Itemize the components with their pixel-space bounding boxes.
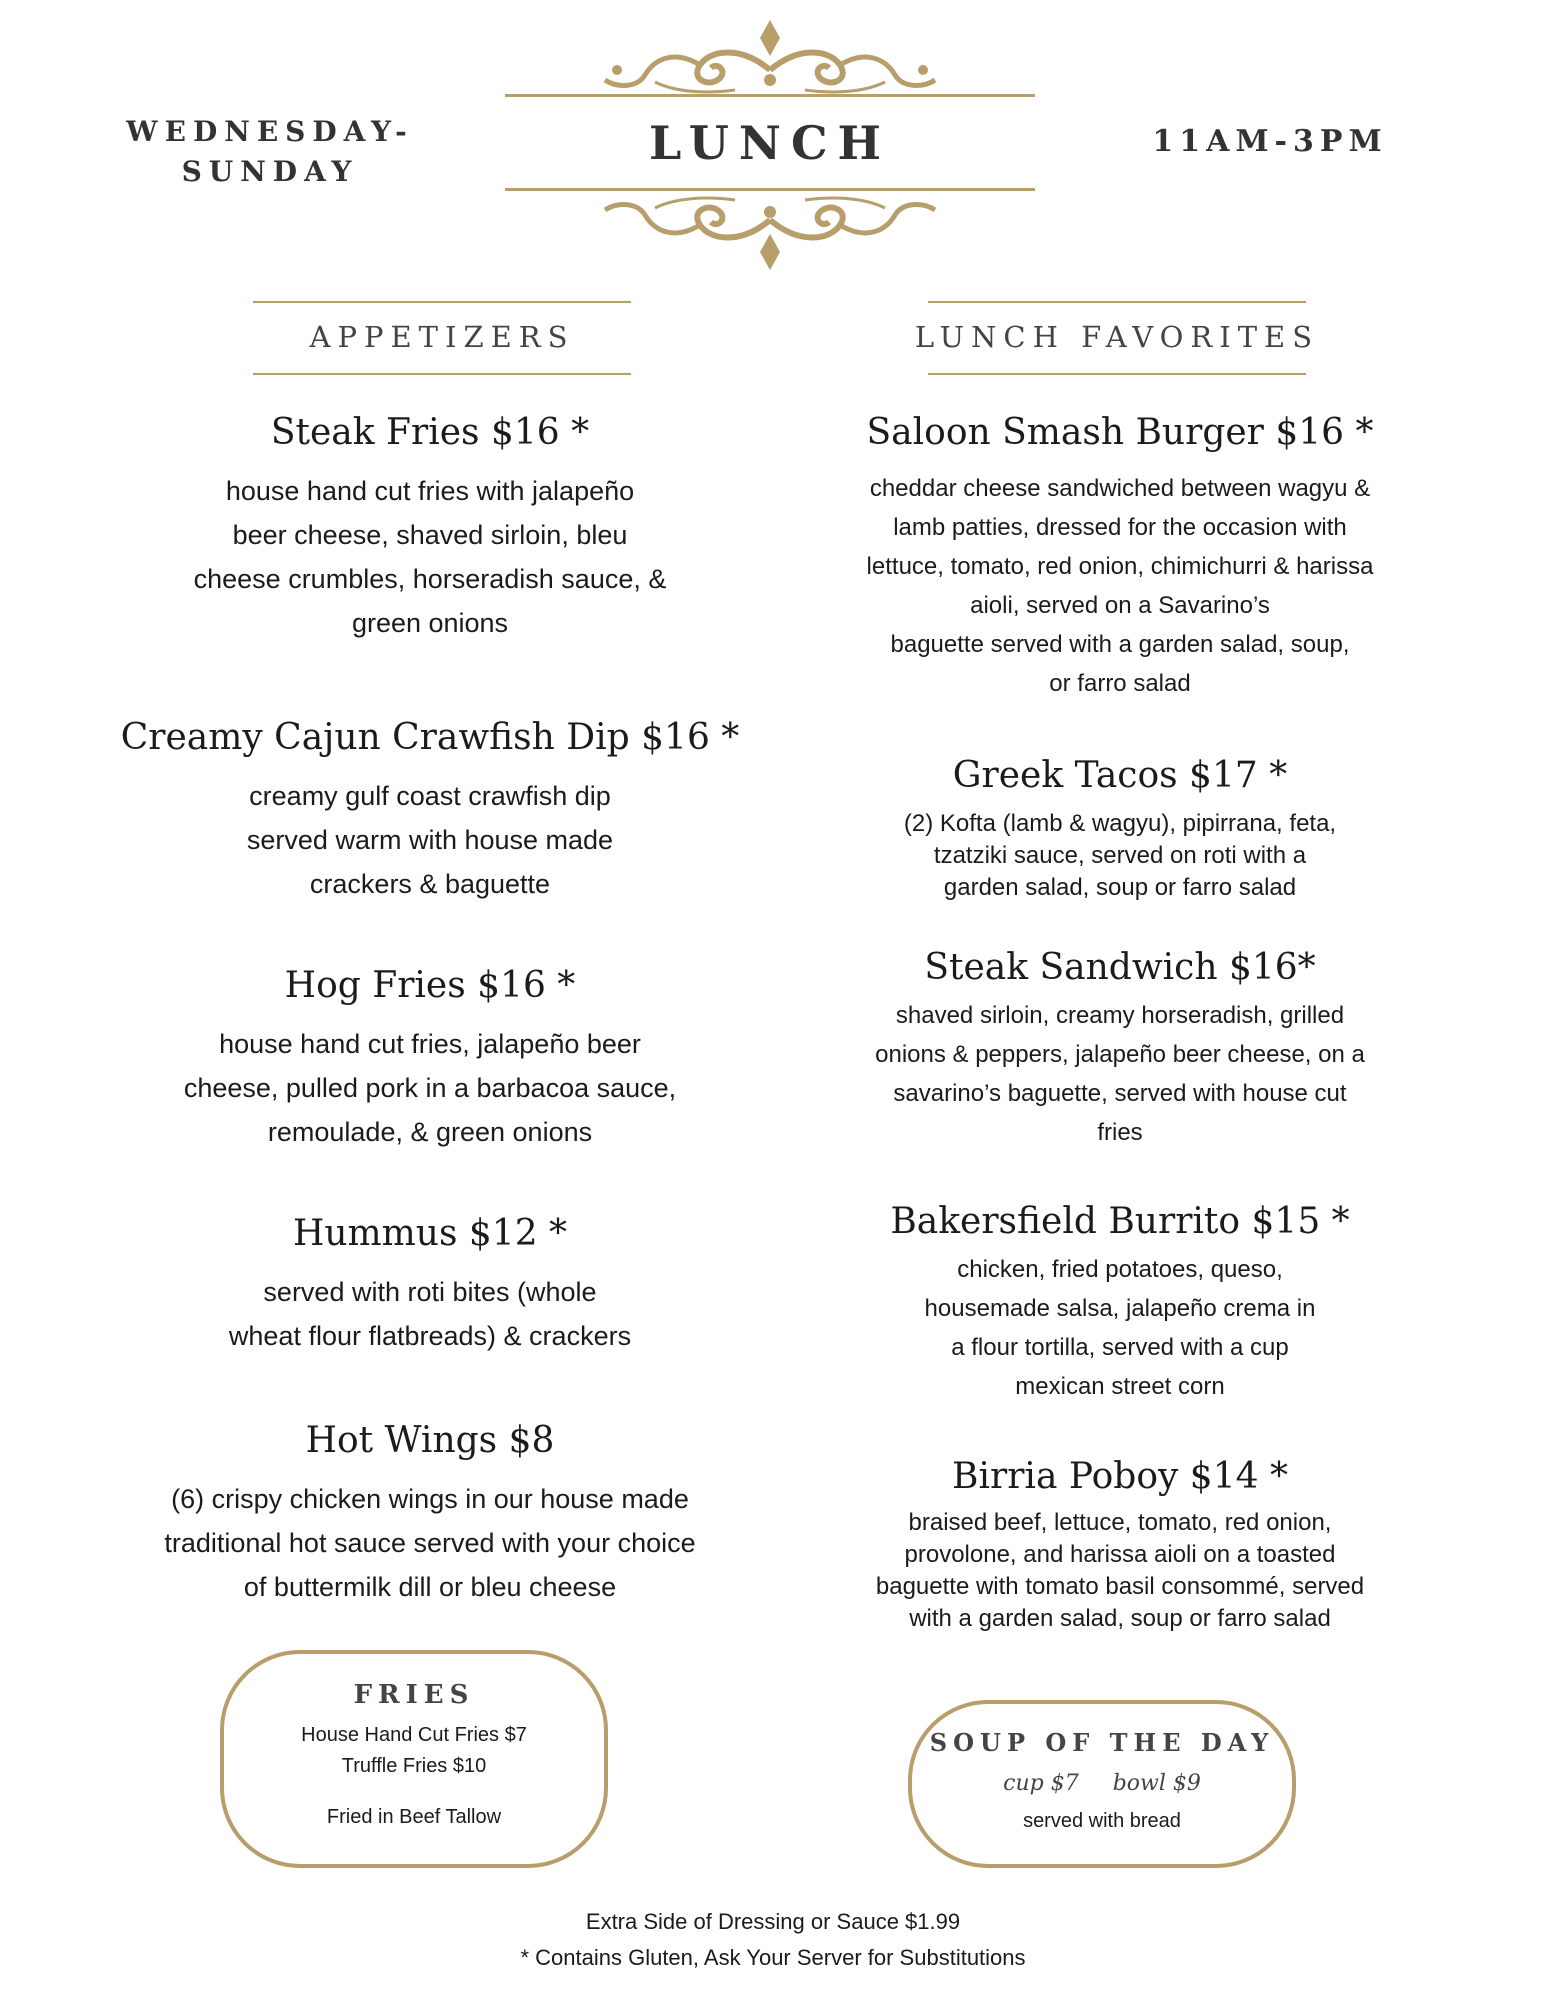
item-name: Creamy Cajun Crawfish Dip $16 * <box>120 717 740 758</box>
footer-line-dressing: Extra Side of Dressing or Sauce $1.99 <box>585 1909 961 1934</box>
item-desc-line: remoulade, & green onions <box>267 1117 593 1147</box>
item-desc-line: beer cheese, shaved sirloin, bleu <box>232 520 628 550</box>
item-desc-line: lettuce, tomato, red onion, chimichurri & harissa <box>866 553 1374 580</box>
menu-title: LUNCH <box>648 116 892 170</box>
item-desc-line: cheese, pulled pork in a barbacoa sauce, <box>183 1073 677 1103</box>
soup-cup-price: cup $7 <box>1003 1771 1079 1796</box>
item-desc-line: (6) crispy chicken wings in our house made <box>171 1484 689 1514</box>
item-desc-line: housemade salsa, jalapeño crema in <box>924 1295 1316 1322</box>
item-desc-line: baguette with tomato basil consommé, served <box>875 1573 1365 1600</box>
fries-box <box>220 1650 608 1868</box>
top-ornament-icon <box>505 10 1035 120</box>
item-desc-line: of buttermilk dill or bleu cheese <box>243 1572 617 1602</box>
menu-item-birria-poboy <box>810 1456 1430 1635</box>
footer-line-gluten: * Contains Gluten, Ask Your Server for Substitutions <box>520 1945 1026 1970</box>
menu-item-hog-fries <box>110 965 750 1154</box>
item-desc-line: provolone, and harissa aioli on a toasted <box>904 1541 1336 1568</box>
item-name: Birria Poboy $14 * <box>952 1456 1288 1497</box>
item-desc-line: with a garden salad, soup or farro salad <box>909 1605 1331 1632</box>
item-name: Greek Tacos $17 * <box>952 755 1288 796</box>
item-desc-line: or farro salad <box>1049 670 1191 697</box>
item-desc-line: savarino’s baguette, served with house cut <box>893 1080 1347 1107</box>
fries-line: Truffle Fries $10 <box>341 1755 487 1777</box>
days-line1: WEDNESDAY- <box>126 115 414 148</box>
menu-item-smash-burger <box>810 412 1430 703</box>
item-desc-line: fries <box>1097 1119 1143 1146</box>
item-desc-line: onions & peppers, jalapeño beer cheese, on a <box>875 1041 1365 1068</box>
soup-bowl-price: bowl $9 <box>1112 1771 1201 1796</box>
item-name: Steak Fries $16 * <box>270 412 590 453</box>
menu-item-hot-wings <box>110 1420 750 1609</box>
appetizers-bottom-rule <box>253 373 631 375</box>
item-desc-line: served warm with house made <box>246 825 614 855</box>
item-desc-line: baguette served with a garden salad, soup, <box>890 631 1350 658</box>
item-desc-line: tzatziki sauce, served on roti with a <box>933 842 1307 869</box>
menu-item-steak-sandwich <box>810 947 1430 1152</box>
fries-heading: FRIES <box>353 1680 475 1710</box>
favorites-heading: LUNCH FAVORITES <box>914 320 1320 354</box>
item-desc-line: garden salad, soup or farro salad <box>943 874 1297 901</box>
item-name: Hog Fries $16 * <box>284 965 576 1006</box>
item-desc-line: (2) Kofta (lamb & wagyu), pipirrana, feta, <box>903 810 1337 837</box>
menu-item-bakersfield-burrito <box>810 1201 1430 1406</box>
item-desc-line: house hand cut fries, jalapeño beer <box>219 1029 641 1059</box>
item-name: Hummus $12 * <box>292 1213 568 1254</box>
item-name: Steak Sandwich $16* <box>924 947 1316 988</box>
item-desc-line: chicken, fried potatoes, queso, <box>957 1256 1283 1283</box>
soup-note: served with bread <box>1023 1810 1181 1832</box>
item-desc-line: mexican street corn <box>1015 1373 1225 1400</box>
item-desc-line: a flour tortilla, served with a cup <box>951 1334 1289 1361</box>
item-desc-line: wheat flour flatbreads) & crackers <box>228 1321 632 1351</box>
footer <box>0 1904 1546 1976</box>
item-desc-line: cheddar cheese sandwiched between wagyu & <box>869 475 1371 502</box>
favorites-top-rule <box>928 301 1306 303</box>
menu-item-crawfish-dip <box>110 717 750 906</box>
menu-item-hummus <box>110 1213 750 1358</box>
item-desc-line: cheese crumbles, horseradish sauce, & <box>193 564 667 594</box>
item-name: Saloon Smash Burger $16 * <box>866 412 1374 453</box>
fries-line: House Hand Cut Fries $7 <box>301 1724 527 1746</box>
item-desc-line: crackers & baguette <box>309 869 551 899</box>
item-desc-line: green onions <box>351 608 509 638</box>
item-desc-line: shaved sirloin, creamy horseradish, grilled <box>895 1002 1345 1029</box>
item-desc-line: traditional hot sauce served with your choice <box>164 1528 696 1558</box>
item-name: Bakersfield Burrito $15 * <box>890 1201 1350 1242</box>
item-desc-line: braised beef, lettuce, tomato, red onion, <box>908 1509 1332 1536</box>
item-desc-line: house hand cut fries with jalapeño <box>225 476 635 506</box>
days-label <box>100 112 440 192</box>
item-desc-line: creamy gulf coast crawfish dip <box>249 781 611 811</box>
soup-heading: SOUP OF THE DAY <box>929 1728 1275 1757</box>
bottom-ornament-icon <box>505 180 1035 290</box>
item-desc-line: aioli, served on a Savarino’s <box>970 592 1270 619</box>
days-line2: SUNDAY <box>181 155 359 188</box>
soup-prices <box>912 1771 1292 1796</box>
fries-note: Fried in Beef Tallow <box>326 1806 502 1828</box>
soup-box <box>908 1700 1296 1868</box>
item-desc-line: served with roti bites (whole <box>263 1277 597 1307</box>
favorites-bottom-rule <box>928 373 1306 375</box>
item-desc-line: lamb patties, dressed for the occasion with <box>893 514 1347 541</box>
appetizers-top-rule <box>253 301 631 303</box>
menu-item-greek-tacos <box>810 755 1430 904</box>
appetizers-heading: APPETIZERS <box>309 320 575 354</box>
item-name: Hot Wings $8 <box>305 1420 555 1461</box>
hours-label: 11AM-3PM <box>1152 124 1388 159</box>
menu-item-steak-fries <box>110 412 750 645</box>
